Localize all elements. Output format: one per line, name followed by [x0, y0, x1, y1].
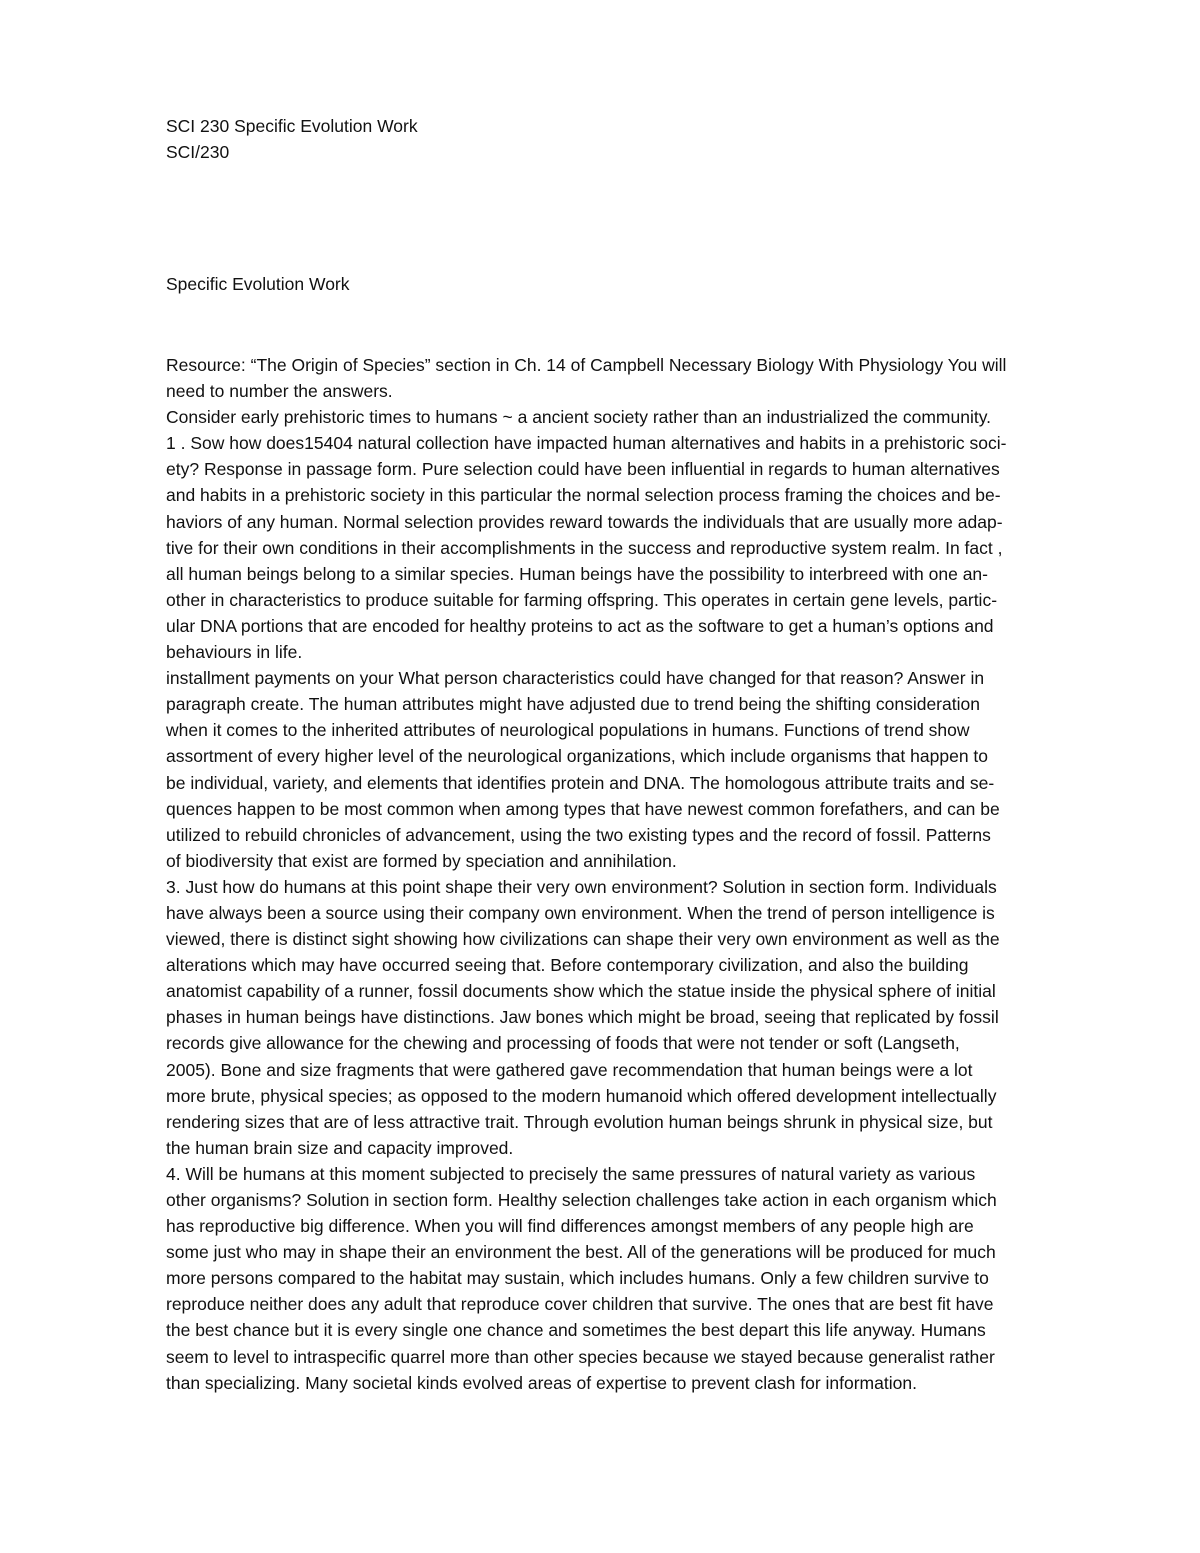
body-line: Consider early prehistoric times to humans ~ a ancient society rather than an industrialized the community.	[166, 407, 992, 428]
body-line: other organisms? Solution in section form. Healthy selection challenges take action in each organism which	[166, 1190, 997, 1210]
body-line: some just who may in shape their an environment the best. All of the generations will be produced for much	[166, 1242, 996, 1263]
body-line: ular DNA portions that are encoded for healthy proteins to act as the software to get a human’s options and	[166, 615, 994, 636]
body-line: the human brain size and capacity improved.	[166, 1137, 514, 1158]
body-line: viewed, there is distinct sight showing how civilizations can shape their very own environment as well as the	[166, 929, 1000, 950]
body-line: haviors of any human. Normal selection provides reward towards the individuals that are usually more adap-	[166, 511, 1003, 532]
body-line: 4. Will be humans at this moment subjected to precisely the same pressures of natural variety as various	[166, 1163, 976, 1184]
body-line: quences happen to be most common when among types that have newest common forefathers, and can be	[166, 798, 1000, 819]
body-line: be individual, variety, and elements that identifies protein and DNA. The homologous attribute traits and se-	[166, 772, 995, 793]
body-line: assortment of every higher level of the neurological organizations, which include organisms that happen to	[166, 746, 989, 767]
body-line: utilized to rebuild chronicles of advancement, using the two existing types and the record of fossil. Patterns	[166, 824, 991, 845]
body-line: of biodiversity that exist are formed by speciation and annihilation.	[166, 850, 677, 871]
course-title: SCI 230 Specific Evolution Work	[166, 116, 418, 136]
body-line: 1 . Sow how does15404 natural collection have impacted human alternatives and habits in a prehistoric soci-	[166, 433, 1007, 454]
body-line: records give allowance for the chewing and processing of foods that were not tender or soft (Langseth,	[166, 1033, 960, 1054]
body-line: reproduce neither does any adult that reproduce cover children that survive. The ones that are best fit have	[166, 1294, 994, 1315]
document-subtitle: Specific Evolution Work	[166, 274, 350, 294]
body-line: 2005). Bone and size fragments that were gathered gave recommendation that human beings were a lot	[166, 1059, 973, 1080]
body-line: 3. Just how do humans at this point shape their very own environment? Solution in section form. Individuals	[166, 876, 997, 897]
body-line: has reproductive big difference. When you will find differences amongst members of any people high are	[166, 1216, 974, 1237]
body-line: behaviours in life.	[166, 642, 303, 663]
body-line: Resource: “The Origin of Species” section in Ch. 14 of Campbell Necessary Biology With Physiology You will	[166, 355, 1007, 375]
body-line: when it comes to the inherited attributes of neurological populations in humans. Functions of trend show	[166, 720, 970, 741]
document-body	[166, 352, 1126, 1396]
body-line: all human beings belong to a similar species. Human beings have the possibility to interbreed with one an-	[166, 563, 988, 584]
body-line: tive for their own conditions in their accomplishments in the success and reproductive system realm. In fact ,	[166, 537, 1003, 558]
body-line: anatomist capability of a runner, fossil documents show which the statue inside the physical sphere of initial	[166, 981, 996, 1002]
body-line: rendering sizes that are of less attractive trait. Through evolution human beings shrunk in physical size, but	[166, 1111, 993, 1132]
body-line: alterations which may have occurred seeing that. Before contemporary civilization, and also the building	[166, 955, 969, 976]
body-line: seem to level to intraspecific quarrel more than other species because we stayed because generalist rather	[166, 1346, 995, 1367]
body-line: have always been a source using their company own environment. When the trend of person intelligence is	[166, 902, 995, 923]
body-line: the best chance but it is every single one chance and sometimes the best depart this life anyway. Humans	[166, 1320, 986, 1341]
body-line: other in characteristics to produce suitable for farming offspring. This operates in certain gene levels, partic-	[166, 589, 998, 610]
body-line: phases in human beings have distinctions. Jaw bones which might be broad, seeing that replicated by fossil	[166, 1007, 999, 1028]
body-line: paragraph create. The human attributes might have adjusted due to trend being the shifting consideration	[166, 694, 980, 715]
body-line: more brute, physical species; as opposed to the modern humanoid which offered development intellectually	[166, 1085, 997, 1106]
body-line: installment payments on your What person characteristics could have changed for that reason? Answer in	[166, 668, 985, 689]
document-subtitle-block	[166, 271, 1126, 297]
document-header	[166, 113, 1126, 165]
body-line: and habits in a prehistoric society in this particular the normal selection process framing the choices and be-	[166, 485, 1001, 506]
body-line: need to number the answers.	[166, 381, 393, 402]
body-line: than specializing. Many societal kinds evolved areas of expertise to prevent clash for information.	[166, 1372, 917, 1393]
course-code: SCI/230	[166, 142, 230, 163]
body-line: ety? Response in passage form. Pure selection could have been influential in regards to human alternatives	[166, 459, 1000, 480]
body-line: more persons compared to the habitat may sustain, which includes humans. Only a few children survive to	[166, 1268, 989, 1289]
